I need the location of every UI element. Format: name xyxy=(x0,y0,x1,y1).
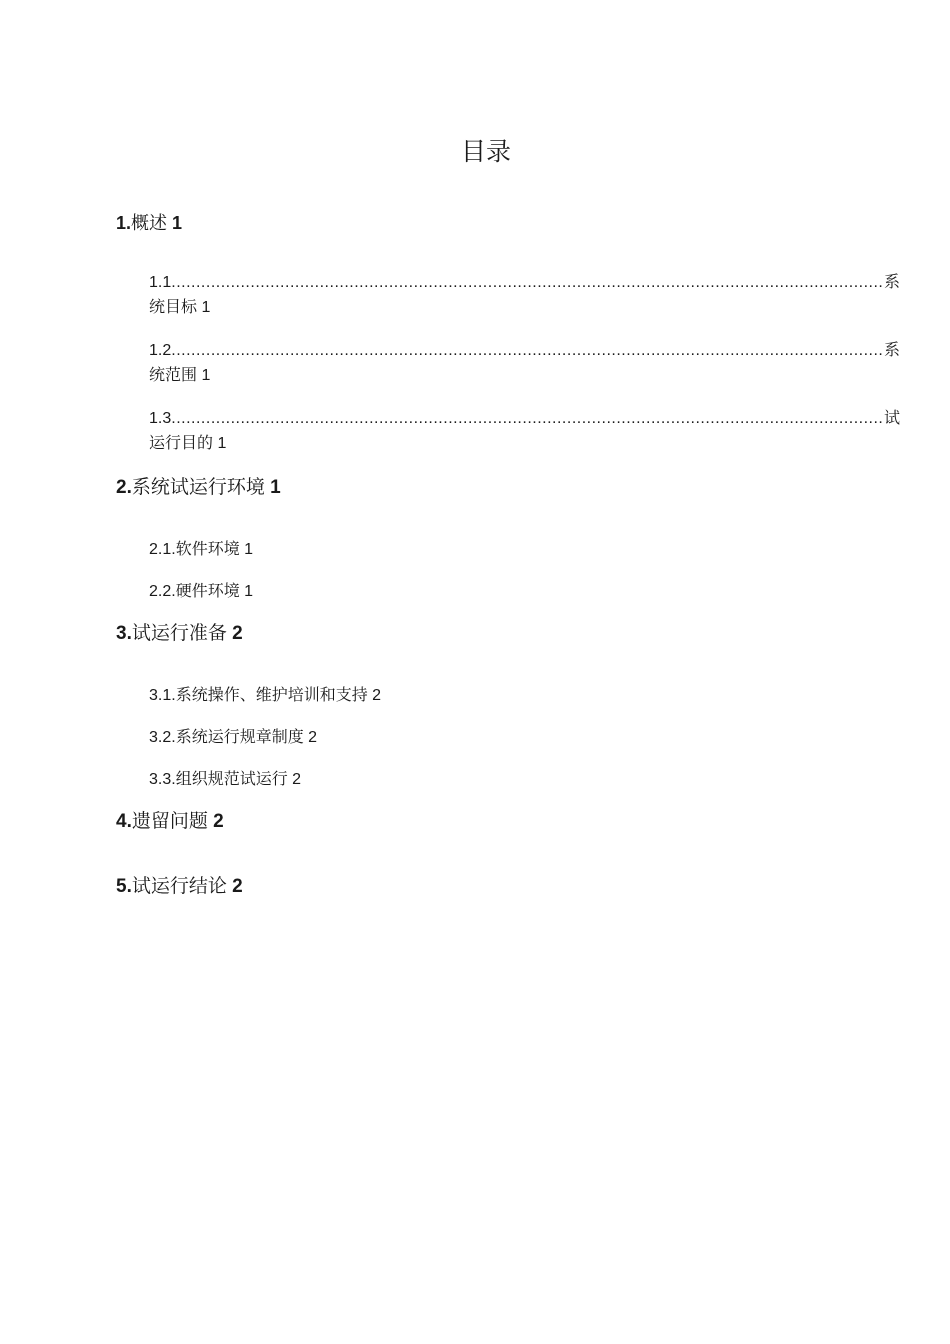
toc-entry-text: 3.1.系统操作、维护培训和支持 xyxy=(149,687,368,704)
toc-entry-page: 2 xyxy=(232,876,243,897)
toc-entry-page: 1 xyxy=(201,367,211,384)
toc-entry-3-3[interactable] xyxy=(149,766,301,789)
toc-dot-leader xyxy=(171,270,884,295)
toc-entry-page: 2 xyxy=(213,811,224,832)
toc-dot-leader xyxy=(171,406,884,431)
toc-entry-page: 1 xyxy=(201,299,211,316)
toc-entry-number: 1.3 xyxy=(149,410,172,427)
toc-entry-page: 1 xyxy=(172,213,183,233)
toc-entry-text-start: 系 xyxy=(883,342,900,359)
toc-entry-page: 2 xyxy=(372,687,382,704)
toc-entry-number: 4. xyxy=(116,811,132,832)
toc-entry-2-2[interactable] xyxy=(149,578,253,601)
toc-entry-number: 3. xyxy=(116,623,132,644)
toc-entry-page: 1 xyxy=(244,541,254,558)
toc-entry-page: 2 xyxy=(308,729,318,746)
toc-entry-text: 2.1.软件环境 xyxy=(149,541,240,558)
toc-entry-4[interactable] xyxy=(116,806,224,833)
toc-entry-number: 5. xyxy=(116,876,132,897)
toc-entry-2-1[interactable] xyxy=(149,536,253,559)
toc-entry-text: 3.3.组织规范试运行 xyxy=(149,771,288,788)
toc-entry-text-start: 系 xyxy=(883,274,900,291)
toc-title: 目录 xyxy=(460,137,511,166)
toc-entry-text: 系统试运行环境 xyxy=(131,477,265,498)
toc-entry-2[interactable] xyxy=(116,472,281,499)
toc-entry-text: 试运行准备 xyxy=(131,623,227,644)
toc-entry-page: 1 xyxy=(217,435,227,452)
toc-entry-number: 1.1 xyxy=(149,274,172,291)
toc-entry-page: 2 xyxy=(292,771,302,788)
toc-entry-page: 1 xyxy=(244,583,254,600)
toc-entry-page: 1 xyxy=(270,477,281,498)
toc-entry-3-2[interactable] xyxy=(149,724,317,747)
toc-entry-number: 1.2 xyxy=(149,342,172,359)
toc-entry-number: 1. xyxy=(116,213,132,233)
toc-entry-text-rest: 统目标 xyxy=(149,299,198,316)
toc-entry-text: 概述 xyxy=(131,213,168,233)
toc-entry-text: 2.2.硬件环境 xyxy=(149,583,240,600)
toc-entry-page: 2 xyxy=(232,623,243,644)
toc-entry-3[interactable] xyxy=(116,618,243,645)
toc-entry-text: 3.2.系统运行规章制度 xyxy=(149,729,304,746)
toc-entry-1-1[interactable] xyxy=(149,270,900,320)
toc-entry-text-start: 试 xyxy=(883,410,900,427)
toc-entry-3-1[interactable] xyxy=(149,682,381,705)
toc-entry-text: 遗留问题 xyxy=(131,811,208,832)
toc-entry-1[interactable] xyxy=(116,209,182,235)
toc-dot-leader xyxy=(171,338,884,363)
toc-entry-number: 2. xyxy=(116,477,132,498)
toc-entry-1-2[interactable] xyxy=(149,338,900,388)
toc-entry-text-rest: 运行目的 xyxy=(149,435,214,452)
toc-entry-text: 试运行结论 xyxy=(131,876,227,897)
toc-entry-1-3[interactable] xyxy=(149,406,900,456)
toc-entry-5[interactable] xyxy=(116,871,243,898)
toc-entry-text-rest: 统范围 xyxy=(149,367,198,384)
